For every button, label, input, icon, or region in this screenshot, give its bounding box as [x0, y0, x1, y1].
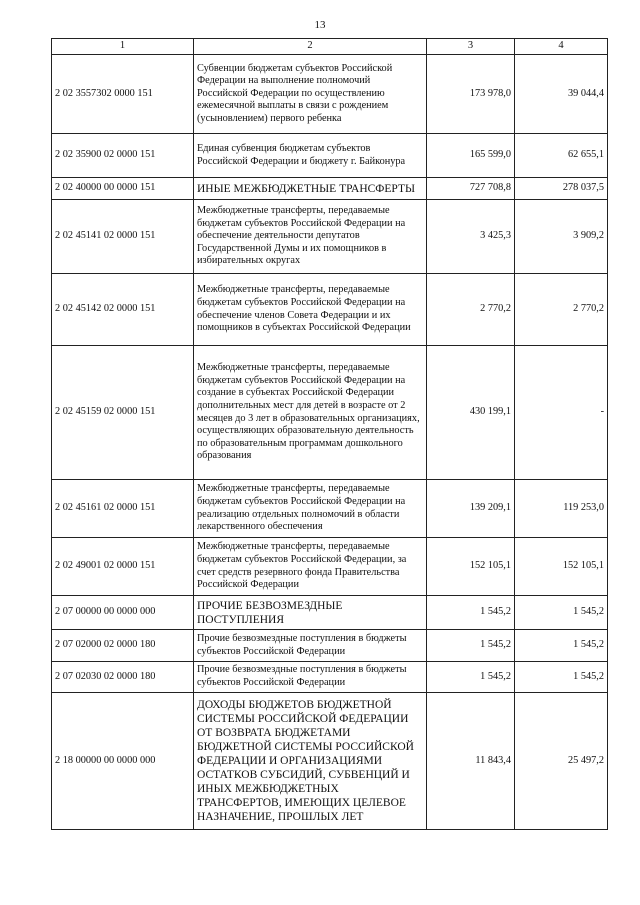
row-value-4: 119 253,0	[515, 480, 608, 538]
row-value-3: 727 708,8	[427, 178, 515, 200]
row-code: 2 07 02000 02 0000 180	[52, 630, 194, 662]
table-row	[52, 693, 608, 830]
row-value-4: 1 545,2	[515, 596, 608, 630]
row-code: 2 02 3557302 0000 151	[52, 55, 194, 134]
table-row	[52, 538, 608, 596]
row-name: Единая субвенция бюджетам субъектов Российской Федерации и бюджету г. Байконура	[194, 134, 427, 178]
table-row	[52, 346, 608, 480]
row-name: Прочие безвозмездные поступления в бюджеты субъектов Российской Федерации	[194, 630, 427, 662]
row-value-4: 152 105,1	[515, 538, 608, 596]
column-header-1: 1	[52, 39, 194, 55]
row-value-3: 1 545,2	[427, 596, 515, 630]
table-row	[52, 200, 608, 274]
row-name: Межбюджетные трансферты, передаваемые бюджетам субъектов Российской Федерации, за счет средств резервного фонда Правительства Российской Федерации	[194, 538, 427, 596]
column-header-4: 4	[515, 39, 608, 55]
row-value-3: 430 199,1	[427, 346, 515, 480]
budget-table	[51, 38, 608, 830]
table-row	[52, 134, 608, 178]
row-value-3: 165 599,0	[427, 134, 515, 178]
row-name: Межбюджетные трансферты, передаваемые бюджетам субъектов Российской Федерации на обеспечение членов Совета Федерации и их помощников в субъектах Российской Федерации	[194, 274, 427, 346]
row-code: 2 02 35900 02 0000 151	[52, 134, 194, 178]
row-value-3: 2 770,2	[427, 274, 515, 346]
row-value-3: 3 425,3	[427, 200, 515, 274]
row-value-3: 11 843,4	[427, 693, 515, 830]
table-row	[52, 178, 608, 200]
row-code: 2 02 45141 02 0000 151	[52, 200, 194, 274]
row-name: ДОХОДЫ БЮДЖЕТОВ БЮДЖЕТНОЙ СИСТЕМЫ РОССИЙСКОЙ ФЕДЕРАЦИИ ОТ ВОЗВРАТА БЮДЖЕТАМИ БЮДЖЕТНОЙ СИСТЕМЫ РОССИЙСКОЙ ФЕДЕРАЦИИ И ОРГАНИЗАЦИЯМИ ОСТАТКОВ СУБСИДИЙ, СУБВЕНЦИЙ И ИНЫХ МЕЖБЮДЖЕТНЫХ ТРАНСФЕРТОВ, ИМЕЮЩИХ ЦЕЛЕВОЕ НАЗНАЧЕНИЕ, ПРОШЛЫХ ЛЕТ	[194, 693, 427, 830]
row-value-3: 139 209,1	[427, 480, 515, 538]
table-row	[52, 596, 608, 630]
page-number: 13	[314, 19, 326, 31]
row-name: Межбюджетные трансферты, передаваемые бюджетам субъектов Российской Федерации на реализацию отдельных полномочий в области лекарственного обеспечения	[194, 480, 427, 538]
row-code: 2 02 40000 00 0000 151	[52, 178, 194, 200]
table-row	[52, 55, 608, 134]
row-value-4: 1 545,2	[515, 630, 608, 662]
row-code: 2 02 49001 02 0000 151	[52, 538, 194, 596]
row-code: 2 02 45142 02 0000 151	[52, 274, 194, 346]
table-row	[52, 630, 608, 662]
row-value-4: 3 909,2	[515, 200, 608, 274]
row-value-4: 25 497,2	[515, 693, 608, 830]
row-value-4: 39 044,4	[515, 55, 608, 134]
column-header-2: 2	[194, 39, 427, 55]
row-value-4: 1 545,2	[515, 662, 608, 693]
row-value-4: 2 770,2	[515, 274, 608, 346]
row-value-4: 278 037,5	[515, 178, 608, 200]
row-value-4: 62 655,1	[515, 134, 608, 178]
row-code: 2 18 00000 00 0000 000	[52, 693, 194, 830]
row-name: Субвенции бюджетам субъектов Российской Федерации на выполнение полномочий Российской Федерации по осуществлению ежемесячной выплаты в связи с рождением (усыновлением) первого ребенка	[194, 55, 427, 134]
row-name: ИНЫЕ МЕЖБЮДЖЕТНЫЕ ТРАНСФЕРТЫ	[194, 178, 427, 200]
row-name: Межбюджетные трансферты, передаваемые бюджетам субъектов Российской Федерации на создание в субъектах Российской Федерации дополнительных мест для детей в возрасте от 2 месяцев до 3 лет в образовательных организациях, осуществляющих образовательную деятельность по образовательным программам дошкольного образования	[194, 346, 427, 480]
row-value-3: 173 978,0	[427, 55, 515, 134]
row-value-3: 152 105,1	[427, 538, 515, 596]
row-value-3: 1 545,2	[427, 662, 515, 693]
table-row	[52, 662, 608, 693]
row-code: 2 07 02030 02 0000 180	[52, 662, 194, 693]
row-code: 2 02 45159 02 0000 151	[52, 346, 194, 480]
row-name: ПРОЧИЕ БЕЗВОЗМЕЗДНЫЕ ПОСТУПЛЕНИЯ	[194, 596, 427, 630]
row-code: 2 07 00000 00 0000 000	[52, 596, 194, 630]
row-name: Межбюджетные трансферты, передаваемые бюджетам субъектов Российской Федерации на обеспечение деятельности депутатов Государственной Думы и их помощников в избирательных округах	[194, 200, 427, 274]
row-name: Прочие безвозмездные поступления в бюджеты субъектов Российской Федерации	[194, 662, 427, 693]
column-header-3: 3	[427, 39, 515, 55]
row-value-3: 1 545,2	[427, 630, 515, 662]
row-code: 2 02 45161 02 0000 151	[52, 480, 194, 538]
table-row	[52, 274, 608, 346]
table-row	[52, 480, 608, 538]
row-value-4: -	[515, 346, 608, 480]
table-header-row	[52, 39, 608, 55]
